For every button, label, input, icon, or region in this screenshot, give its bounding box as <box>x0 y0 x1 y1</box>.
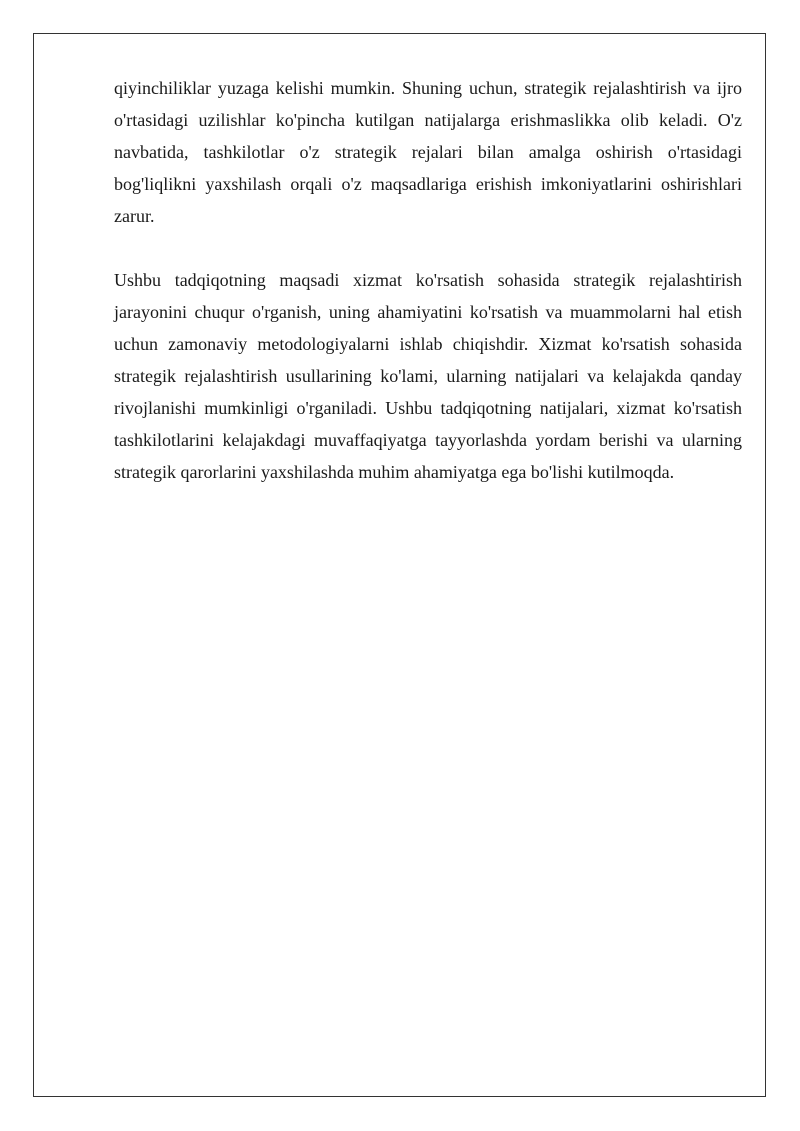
document-page <box>33 33 766 1097</box>
paragraph-1: qiyinchiliklar yuzaga kelishi mumkin. Shuning uchun, strategik rejalashtirish va ijro o'rtasidagi uzilishlar ko'pincha kutilgan natijalarga erishmaslikka olib keladi. O'z navbatida, tashkilotlar o'z strategik rejalari bilan amalga oshirish o'rtasidagi bog'liqlikni yaxshilash orqali o'z maqsadlariga erishish imkoniyatlarini oshirishlari zarur. <box>114 78 742 226</box>
paragraph-2: Ushbu tadqiqotning maqsadi xizmat ko'rsatish sohasida strategik rejalashtirish jarayonini chuqur o'rganish, uning ahamiyatini ko'rsatish va muammolarni hal etish uchun zamonaviy metodologiyalarni ishlab chiqishdir. Xizmat ko'rsatish sohasida strategik rejalashtirish usullarining ko'lami, ularning natijalari va kelajakda qanday rivojlanishi mumkinligi o'rganiladi. Ushbu tadqiqotning natijalari, xizmat ko'rsatish tashkilotlarini kelajakdagi muvaffaqiyatga tayyorlashda yordam berishi va ularning strategik qarorlarini yaxshilashda muhim ahamiyatga ega bo'lishi kutilmoqda. <box>114 270 742 482</box>
page-body <box>114 72 742 488</box>
